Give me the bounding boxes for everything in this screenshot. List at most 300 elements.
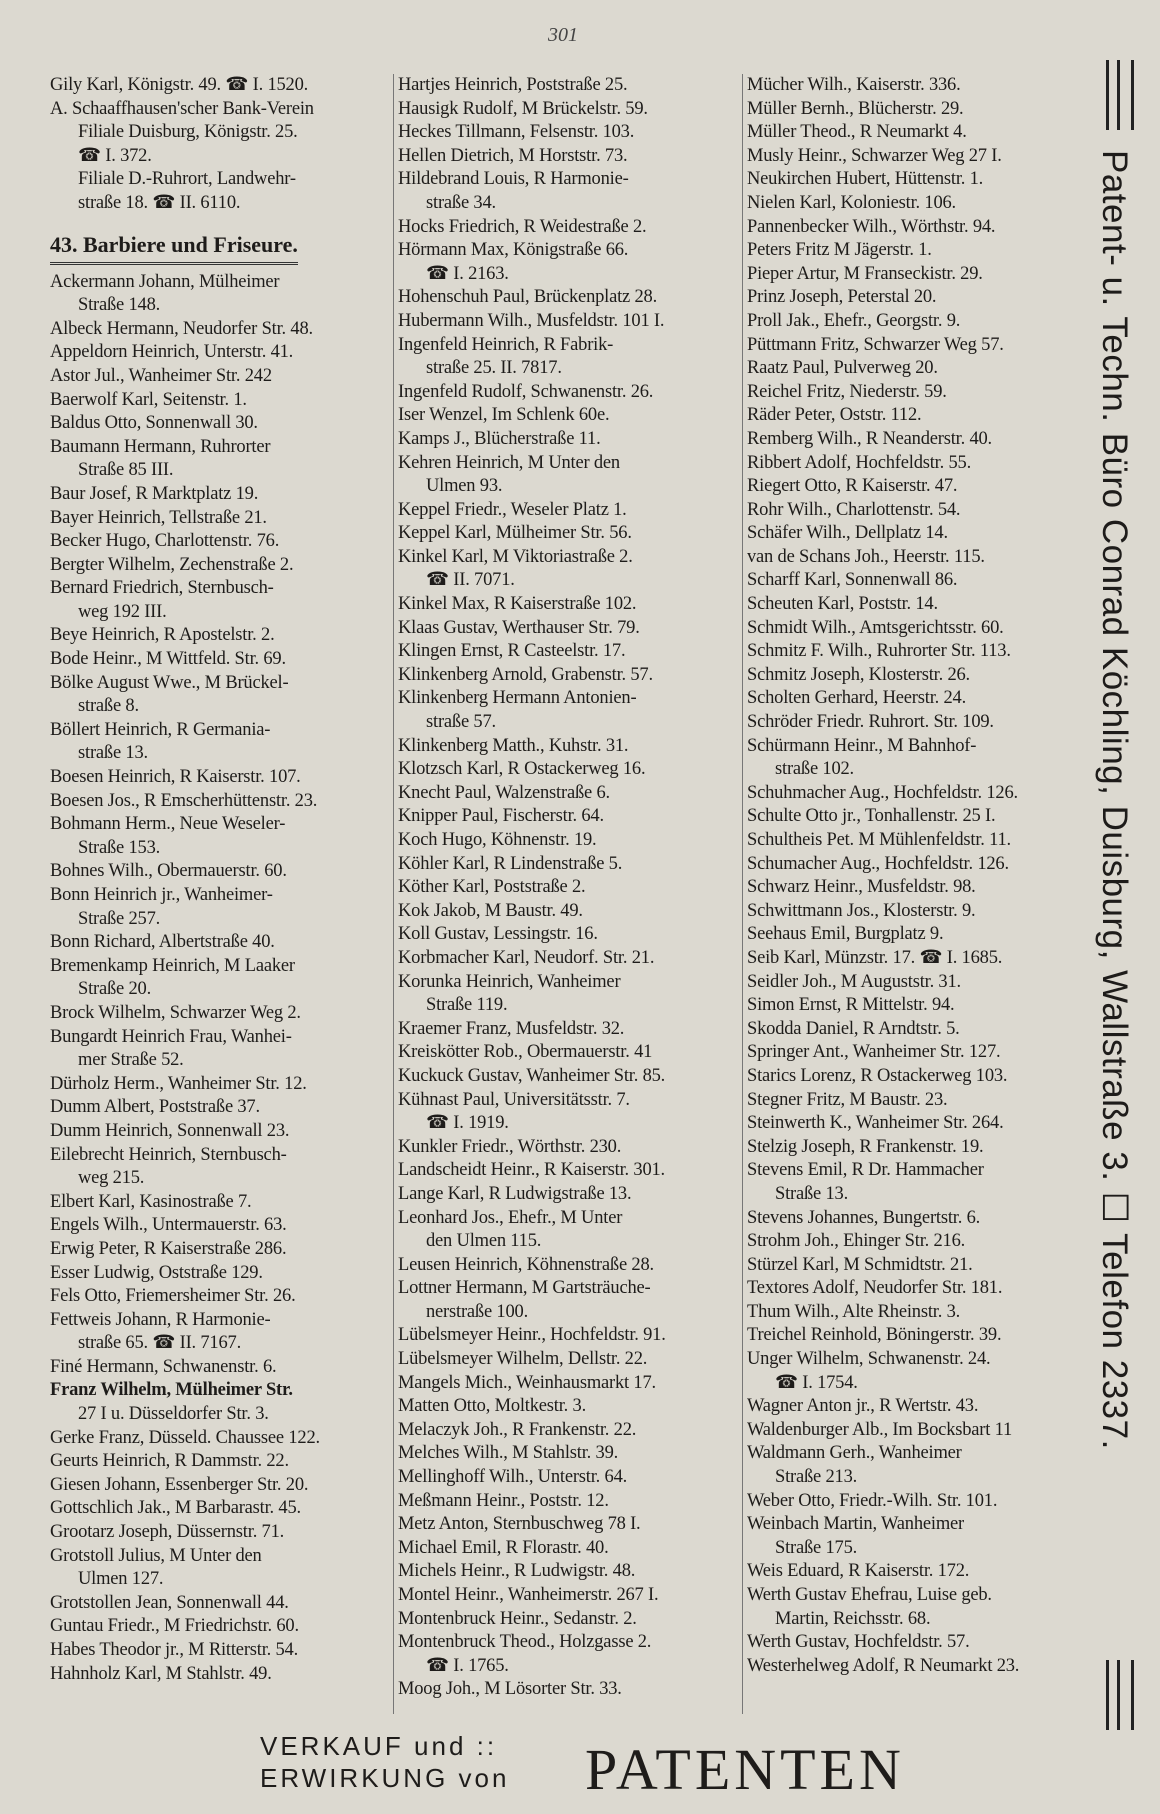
directory-entry — [747, 404, 1093, 428]
directory-entry — [50, 766, 390, 790]
directory-entry — [398, 1442, 743, 1466]
directory-entry — [747, 1395, 1093, 1419]
directory-entry — [747, 1442, 1093, 1489]
directory-entry — [398, 687, 743, 734]
directory-entry — [50, 1285, 390, 1309]
ad-headline: PATENTEN — [585, 1737, 905, 1802]
side-ad-text: Patent- u. Techn. Büro Conrad Köchling, Duisburg, Wallstraße 3. ☐ Telefon 2337. — [1095, 150, 1134, 1450]
entry-line: Erwig Peter, R Kaiserstraße 286. — [50, 1238, 287, 1259]
directory-entry — [398, 546, 743, 593]
directory-entry — [398, 452, 743, 499]
entry-line: Matten Otto, Moltkestr. 3. — [398, 1396, 587, 1417]
directory-entry — [747, 1490, 1093, 1514]
entry-line: Gottschlich Jak., M Barbarastr. 45. — [50, 1498, 301, 1519]
entry-line: Knipper Paul, Fischerstr. 64. — [398, 806, 604, 827]
directory-entry — [747, 640, 1093, 664]
entry-line: Textores Adolf, Neudorfer Str. 181. — [747, 1278, 1003, 1299]
entry-continuation-line: mer Straße 52. — [78, 1050, 184, 1071]
entry-line: Remberg Wilh., R Neanderstr. 40. — [747, 428, 992, 449]
entry-line: Schulte Otto jr., Tonhallenstr. 25 I. — [747, 806, 996, 827]
entry-line: Riegert Otto, R Kaiserstr. 47. — [747, 476, 958, 497]
entry-line: Köhler Karl, R Lindenstraße 5. — [398, 853, 623, 874]
directory-entry — [50, 719, 390, 766]
entry-line: Waldmann Gerh., Wanheimer — [747, 1443, 962, 1464]
entry-line: Seib Karl, Münzstr. 17. ☎ I. 1685. — [747, 947, 1003, 968]
directory-entry — [747, 216, 1093, 240]
directory-entry — [747, 711, 1093, 735]
entry-line: Kehren Heinrich, M Unter den — [398, 452, 620, 473]
directory-entry — [747, 428, 1093, 452]
directory-entry — [398, 1065, 743, 1089]
directory-entry — [747, 1348, 1093, 1395]
directory-entry — [747, 1419, 1093, 1443]
directory-entry — [50, 1427, 390, 1451]
entry-continuation-line: Martin, Reichsstr. 68. — [775, 1608, 931, 1629]
directory-entry — [747, 1041, 1093, 1065]
directory-entry — [398, 1041, 743, 1065]
directory-entry — [747, 1513, 1093, 1560]
entry-continuation-line: ☎ I. 2163. — [426, 263, 509, 284]
entry-line: Moog Joh., M Lösorter Str. 33. — [398, 1679, 622, 1700]
directory-entry — [747, 1018, 1093, 1042]
entry-line: Bayer Heinrich, Tellstraße 21. — [50, 507, 267, 528]
directory-entry — [747, 1112, 1093, 1136]
entry-line: Bremenkamp Heinrich, M Laaker — [50, 955, 295, 976]
entry-line: Starics Lorenz, R Ostackerweg 103. — [747, 1065, 1008, 1086]
directory-entry — [50, 672, 390, 719]
entry-continuation-line: straße 18. ☎ II. 6110. — [78, 192, 241, 213]
directory-entry — [398, 1490, 743, 1514]
entry-line: Hartjes Heinrich, Poststraße 25. — [398, 75, 628, 95]
entries-list — [398, 74, 743, 1702]
directory-entry — [398, 1584, 743, 1608]
entry-line: Lübelsmeyer Heinr., Hochfeldstr. 91. — [398, 1325, 666, 1346]
directory-entry — [50, 1238, 390, 1262]
entry-line: Musly Heinr., Schwarzer Weg 27 I. — [747, 145, 1002, 166]
entry-line: Boesen Heinrich, R Kaiserstr. 107. — [50, 767, 301, 788]
directory-entry — [398, 1678, 743, 1702]
directory-entry — [398, 1089, 743, 1136]
directory-entry — [398, 310, 743, 334]
directory-entry — [398, 1395, 743, 1419]
directory-entry — [50, 341, 390, 365]
directory-entry — [747, 1560, 1093, 1584]
entry-line: Schröder Friedr. Ruhrort. Str. 109. — [747, 712, 994, 733]
directory-column-2 — [393, 74, 743, 1714]
entry-line: Seidler Joh., M Auguststr. 31. — [747, 971, 961, 992]
directory-entry — [398, 522, 743, 546]
directory-entry — [747, 263, 1093, 287]
directory-entry — [398, 1207, 743, 1254]
directory-entry — [50, 1073, 390, 1097]
entry-line: Stegner Fritz, M Baustr. 23. — [747, 1089, 948, 1110]
entry-line: Schultheis Pet. M Mühlenfeldstr. 11. — [747, 830, 1011, 850]
entry-line: Koll Gustav, Lessingstr. 16. — [398, 924, 598, 945]
pre-section-entries — [50, 74, 390, 216]
entry-line: Köther Karl, Poststraße 2. — [398, 877, 586, 898]
directory-entry — [747, 1089, 1093, 1113]
directory-entry — [747, 475, 1093, 499]
entry-continuation-line: Straße 85 III. — [78, 460, 174, 481]
entry-line: Baumann Hermann, Ruhrorter — [50, 436, 271, 457]
entry-line: Prinz Joseph, Peterstal 20. — [747, 287, 937, 308]
entry-continuation-line: Ulmen 127. — [78, 1569, 164, 1590]
directory-entry — [50, 1474, 390, 1498]
entry-line: Bohnes Wilh., Obermauerstr. 60. — [50, 861, 287, 882]
entry-line: Bungardt Heinrich Frau, Wanhei- — [50, 1026, 292, 1047]
entry-line: Engels Wilh., Untermauerstr. 63. — [50, 1215, 287, 1236]
entry-line: Reichel Fritz, Niederstr. 59. — [747, 381, 947, 402]
directory-entry — [398, 499, 743, 523]
entry-line: Knecht Paul, Walzenstraße 6. — [398, 782, 610, 803]
directory-entry — [50, 483, 390, 507]
directory-entry — [398, 1608, 743, 1632]
entry-line: Proll Jak., Ehefr., Georgstr. 9. — [747, 310, 961, 331]
directory-column-3 — [742, 74, 1093, 1714]
directory-entry — [398, 1466, 743, 1490]
directory-entry — [398, 145, 743, 169]
entry-line: Skodda Daniel, R Arndtstr. 5. — [747, 1018, 960, 1039]
entry-line: Hubermann Wilh., Musfeldstr. 101 I. — [398, 310, 665, 331]
entry-line: Kuckuck Gustav, Wanheimer Str. 85. — [398, 1065, 666, 1086]
entry-line: Meßmann Heinr., Poststr. 12. — [398, 1490, 609, 1511]
directory-entry — [50, 577, 390, 624]
directory-entry — [50, 884, 390, 931]
directory-entry — [50, 1521, 390, 1545]
directory-entry — [398, 404, 743, 428]
entry-line: Leonhard Jos., Ehefr., M Unter — [398, 1207, 623, 1228]
directory-entry — [50, 98, 390, 216]
entry-line: Koch Hugo, Köhnenstr. 19. — [398, 830, 597, 850]
directory-entry — [398, 664, 743, 688]
directory-entry — [747, 1254, 1093, 1278]
entry-line: Grotstollen Jean, Sonnenwall 44. — [50, 1592, 289, 1613]
entry-line: Kraemer Franz, Musfeldstr. 32. — [398, 1018, 625, 1039]
entry-line: Kamps J., Blücherstraße 11. — [398, 428, 601, 449]
entry-line: Michael Emil, R Florastr. 40. — [398, 1537, 609, 1558]
directory-entry — [747, 145, 1093, 169]
directory-entry — [50, 436, 390, 483]
entry-line: A. Schaaffhausen'scher Bank-Verein — [50, 98, 314, 119]
entry-line: Klinkenberg Matth., Kuhstr. 31. — [398, 735, 629, 756]
entry-line: Bernard Friedrich, Sternbusch- — [50, 578, 274, 599]
entry-line: Nielen Karl, Koloniestr. 106. — [747, 192, 956, 213]
entry-continuation-line: Straße 175. — [775, 1537, 858, 1558]
entry-continuation-line: weg 215. — [78, 1168, 145, 1189]
directory-entry — [398, 1537, 743, 1561]
entry-continuation-line: straße 57. — [426, 712, 496, 733]
directory-entry — [747, 286, 1093, 310]
side-advertisement — [1092, 60, 1148, 1730]
entry-line: Müller Theod., R Neumarkt 4. — [747, 122, 967, 143]
entry-line: Steinwerth K., Wanheimer Str. 264. — [747, 1113, 1004, 1134]
entry-line: Becker Hugo, Charlottenstr. 76. — [50, 531, 280, 552]
entry-line: Kunkler Friedr., Wörthstr. 230. — [398, 1136, 622, 1157]
directory-entry — [50, 1026, 390, 1073]
entry-line: Lottner Hermann, M Gartsträuche- — [398, 1278, 651, 1299]
directory-entry — [50, 1002, 390, 1026]
directory-entry — [50, 271, 390, 318]
directory-entry — [398, 853, 743, 877]
directory-entry — [50, 624, 390, 648]
entry-line: Giesen Johann, Essenberger Str. 20. — [50, 1474, 309, 1495]
directory-entry — [747, 334, 1093, 358]
directory-entry — [747, 1584, 1093, 1631]
entry-line: Westerhelweg Adolf, R Neumarkt 23. — [747, 1655, 1020, 1676]
entry-line: Bohmann Herm., Neue Weseler- — [50, 814, 286, 835]
entry-line: Schwittmann Jos., Klosterstr. 9. — [747, 900, 976, 921]
directory-entry — [747, 98, 1093, 122]
directory-entry — [398, 900, 743, 924]
entry-line: Bonn Heinrich jr., Wanheimer- — [50, 885, 273, 905]
directory-entry — [398, 876, 743, 900]
entry-line: Neukirchen Hubert, Hüttenstr. 1. — [747, 169, 984, 190]
entry-line: Schumacher Aug., Hochfeldstr. 126. — [747, 853, 1009, 874]
entry-line: Treichel Reinhold, Böningerstr. 39. — [747, 1325, 1002, 1346]
entry-continuation-line: den Ulmen 115. — [426, 1231, 542, 1252]
directory-entry — [50, 1096, 390, 1120]
entry-continuation-line: ☎ I. 1754. — [775, 1372, 858, 1393]
directory-entry — [747, 1324, 1093, 1348]
entry-line: Dumm Albert, Poststraße 37. — [50, 1097, 260, 1118]
entry-line: Müller Bernh., Blücherstr. 29. — [747, 98, 964, 119]
directory-entry — [747, 1277, 1093, 1301]
directory-entry — [747, 947, 1093, 971]
directory-entry — [50, 790, 390, 814]
entry-line: Scholten Gerhard, Heerstr. 24. — [747, 688, 967, 709]
directory-entry — [50, 554, 390, 578]
entry-line: Ingenfeld Rudolf, Schwanenstr. 26. — [398, 381, 654, 402]
entry-line: Kok Jakob, M Baustr. 49. — [398, 900, 583, 921]
entry-continuation-line: weg 192 III. — [78, 601, 167, 622]
entry-line: Klotzsch Karl, R Ostackerweg 16. — [398, 759, 646, 780]
directory-entry — [398, 735, 743, 759]
entry-line: Elbert Karl, Kasinostraße 7. — [50, 1191, 252, 1212]
entry-line: Baerwolf Karl, Seitenstr. 1. — [50, 389, 247, 410]
directory-entry — [747, 381, 1093, 405]
entry-continuation-line: ☎ I. 1919. — [426, 1113, 509, 1134]
entry-continuation-line: straße 25. II. 7817. — [426, 358, 562, 379]
entry-continuation-line: 27 I u. Düsseldorfer Str. 3. — [78, 1404, 269, 1425]
entry-line: Kreiskötter Rob., Obermauerstr. 41 — [398, 1042, 653, 1063]
directory-entry — [50, 1379, 390, 1426]
directory-entry — [747, 876, 1093, 900]
entries-list — [50, 271, 390, 1687]
entry-line: Ingenfeld Heinrich, R Fabrik- — [398, 334, 614, 355]
directory-entry — [50, 1191, 390, 1215]
directory-entry — [747, 782, 1093, 806]
directory-entry — [398, 381, 743, 405]
entry-line: Montenbruck Theod., Holzgasse 2. — [398, 1632, 652, 1653]
directory-entry — [398, 428, 743, 452]
entry-line: Püttmann Fritz, Schwarzer Weg 57. — [747, 334, 1004, 355]
directory-entry — [398, 1159, 743, 1183]
entry-line: Michels Heinr., R Ludwigstr. 48. — [398, 1561, 636, 1582]
entry-line: Böllert Heinrich, R Germania- — [50, 719, 271, 740]
entry-line: Kinkel Karl, M Viktoriastraße 2. — [398, 546, 633, 567]
entry-line: Wagner Anton jr., R Wertstr. 43. — [747, 1396, 979, 1417]
entry-line: Pieper Artur, M Franseckistr. 29. — [747, 263, 983, 284]
directory-entry — [398, 782, 743, 806]
entry-line: Grootarz Joseph, Düssernstr. 71. — [50, 1522, 285, 1543]
directory-entry — [398, 1254, 743, 1278]
entry-line: Schmidt Wilh., Amtsgerichtsstr. 60. — [747, 617, 1004, 638]
directory-entry — [747, 853, 1093, 877]
entry-line: Geurts Heinrich, R Dammstr. 22. — [50, 1451, 289, 1472]
directory-entry — [747, 900, 1093, 924]
directory-entry — [398, 1348, 743, 1372]
entry-continuation-line: Filiale Duisburg, Königstr. 25. — [78, 122, 298, 143]
entry-line: Klingen Ernst, R Casteelstr. 17. — [398, 641, 626, 662]
entry-line: Weber Otto, Friedr.-Wilh. Str. 101. — [747, 1490, 998, 1511]
entry-line: Fels Otto, Friemersheimer Str. 26. — [50, 1286, 296, 1307]
directory-entry — [398, 617, 743, 641]
directory-entry — [747, 168, 1093, 192]
directory-entry — [50, 1262, 390, 1286]
entry-line: Hausigk Rudolf, M Brückelstr. 59. — [398, 98, 648, 119]
directory-entry — [747, 121, 1093, 145]
entry-line: Bölke August Wwe., M Brückel- — [50, 672, 289, 693]
directory-entry — [398, 947, 743, 971]
directory-entry — [50, 1497, 390, 1521]
directory-entry — [398, 1513, 743, 1537]
entry-line: Finé Hermann, Schwanenstr. 6. — [50, 1356, 277, 1377]
entry-line: Klinkenberg Hermann Antonien- — [398, 688, 637, 709]
directory-entry — [50, 507, 390, 531]
directory-entry — [747, 357, 1093, 381]
directory-entry — [398, 1560, 743, 1584]
directory-entry — [50, 412, 390, 436]
entry-continuation-line: Straße 257. — [78, 908, 161, 929]
entry-line: Korunka Heinrich, Wanheimer — [398, 971, 621, 992]
entry-line: Waldenburger Alb., Im Bocksbart 11 — [747, 1419, 1013, 1440]
entry-line: Werth Gustav, Hochfeldstr. 57. — [747, 1632, 970, 1653]
directory-entry — [747, 735, 1093, 782]
page-number: 301 — [548, 24, 578, 46]
entry-continuation-line: ☎ I. 372. — [78, 145, 152, 166]
directory-entry — [747, 1631, 1093, 1655]
entry-line: Landscheidt Heinr., R Kaiserstr. 301. — [398, 1160, 665, 1181]
entry-line: Weinbach Martin, Wanheimer — [747, 1514, 964, 1535]
entry-line: Boesen Jos., R Emscherhüttenstr. 23. — [50, 790, 318, 811]
entry-line: Weis Eduard, R Kaiserstr. 172. — [747, 1561, 970, 1582]
entry-continuation-line: Straße 153. — [78, 837, 161, 858]
ad-line-1: VERKAUF und :: — [260, 1731, 498, 1761]
directory-entry — [747, 192, 1093, 216]
directory-entry — [50, 1356, 390, 1380]
directory-entry — [398, 1183, 743, 1207]
directory-entry — [398, 1018, 743, 1042]
directory-entry — [747, 687, 1093, 711]
entry-line: Hohenschuh Paul, Brückenplatz 28. — [398, 287, 658, 308]
entry-line: Peters Fritz M Jägerstr. 1. — [747, 240, 932, 261]
entry-line: Simon Ernst, R Mittelstr. 94. — [747, 995, 955, 1016]
entry-line: Esser Ludwig, Oststraße 129. — [50, 1262, 263, 1283]
entry-line: Hörmann Max, Königstraße 66. — [398, 240, 629, 261]
directory-column-1 — [50, 74, 390, 1686]
entry-line: Kühnast Paul, Universitätsstr. 7. — [398, 1089, 630, 1110]
directory-entry — [398, 239, 743, 286]
directory-entry — [747, 971, 1093, 995]
entries-list — [747, 74, 1093, 1678]
entry-line: Stürzel Karl, M Schmidtstr. 21. — [747, 1254, 973, 1275]
entry-continuation-line: Filiale D.-Ruhrort, Landwehr- — [78, 169, 296, 190]
entry-line: Werth Gustav Ehefrau, Luise geb. — [747, 1585, 992, 1605]
entry-line: Scharff Karl, Sonnenwall 86. — [747, 570, 958, 591]
entry-line: Mellinghoff Wilh., Unterstr. 64. — [398, 1467, 628, 1488]
directory-entry — [50, 1615, 390, 1639]
entry-line: Dumm Heinrich, Sonnenwall 23. — [50, 1120, 290, 1141]
directory-entry — [747, 923, 1093, 947]
entry-line: Melaczyk Joh., R Frankenstr. 22. — [398, 1419, 637, 1440]
entry-line: Ackermann Johann, Mülheimer — [50, 271, 280, 292]
entry-line: Klinkenberg Arnold, Grabenstr. 57. — [398, 664, 653, 685]
entry-continuation-line: straße 102. — [775, 759, 854, 780]
entry-line: Mücher Wilh., Kaiserstr. 336. — [747, 75, 961, 95]
directory-entry — [398, 1372, 743, 1396]
directory-entry — [398, 640, 743, 664]
directory-entry — [398, 216, 743, 240]
directory-entry — [398, 286, 743, 310]
directory-entry — [50, 1214, 390, 1238]
directory-entry — [747, 617, 1093, 641]
entry-line: Schuhmacher Aug., Hochfeldstr. 126. — [747, 782, 1018, 803]
directory-entry — [398, 1136, 743, 1160]
directory-entry — [398, 98, 743, 122]
directory-entry — [398, 1277, 743, 1324]
entry-line: Lübelsmeyer Wilhelm, Dellstr. 22. — [398, 1349, 648, 1370]
entry-line: Seehaus Emil, Burgplatz 9. — [747, 924, 944, 945]
directory-entry — [398, 1419, 743, 1443]
entry-line: Gily Karl, Königstr. 49. ☎ I. 1520. — [50, 75, 309, 95]
entry-line: Rohr Wilh., Charlottenstr. 54. — [747, 499, 961, 520]
entry-continuation-line: ☎ I. 1765. — [426, 1655, 509, 1676]
entry-line: Heckes Tillmann, Felsenstr. 103. — [398, 122, 635, 143]
directory-entry — [50, 318, 390, 342]
ad-line-2: ERWIRKUNG von — [260, 1763, 510, 1793]
directory-entry — [398, 758, 743, 782]
entry-continuation-line: Straße 13. — [775, 1183, 849, 1204]
entry-line: Lange Karl, R Ludwigstraße 13. — [398, 1183, 632, 1204]
directory-entry — [398, 923, 743, 947]
entry-line: Fettweis Johann, R Harmonie- — [50, 1309, 271, 1330]
directory-entry — [747, 1136, 1093, 1160]
entry-line: Stelzig Joseph, R Frankenstr. 19. — [747, 1136, 984, 1157]
entry-line: Montel Heinr., Wanheimerstr. 267 I. — [398, 1585, 659, 1605]
directory-entry — [50, 1639, 390, 1663]
entry-line: Franz Wilhelm, Mülheimer Str. — [50, 1380, 293, 1401]
directory-entry — [50, 365, 390, 389]
entry-line: Strohm Joh., Ehinger Str. 216. — [747, 1231, 966, 1252]
entry-line: Scheuten Karl, Poststr. 14. — [747, 594, 938, 615]
directory-entry — [398, 805, 743, 829]
entry-line: Baldus Otto, Sonnenwall 30. — [50, 413, 258, 434]
entry-line: Hocks Friedrich, R Weidestraße 2. — [398, 216, 647, 237]
entry-line: Stevens Johannes, Bungertstr. 6. — [747, 1207, 981, 1228]
directory-entry — [398, 593, 743, 617]
bottom-advertisement — [0, 1722, 1160, 1814]
entry-line: Keppel Karl, Mülheimer Str. 56. — [398, 523, 632, 544]
entry-line: Bergter Wilhelm, Zechenstraße 2. — [50, 554, 294, 575]
entry-line: Astor Jul., Wanheimer Str. 242 — [50, 365, 272, 386]
directory-entry — [50, 1450, 390, 1474]
entry-line: Schwarz Heinr., Musfeldstr. 98. — [747, 877, 976, 898]
entry-line: Stevens Emil, R Dr. Hammacher — [747, 1160, 984, 1181]
directory-entry — [50, 931, 390, 955]
entry-continuation-line: Straße 119. — [426, 995, 508, 1016]
entry-line: Schmitz Joseph, Klosterstr. 26. — [747, 664, 970, 685]
entry-line: Albeck Hermann, Neudorfer Str. 48. — [50, 318, 313, 339]
